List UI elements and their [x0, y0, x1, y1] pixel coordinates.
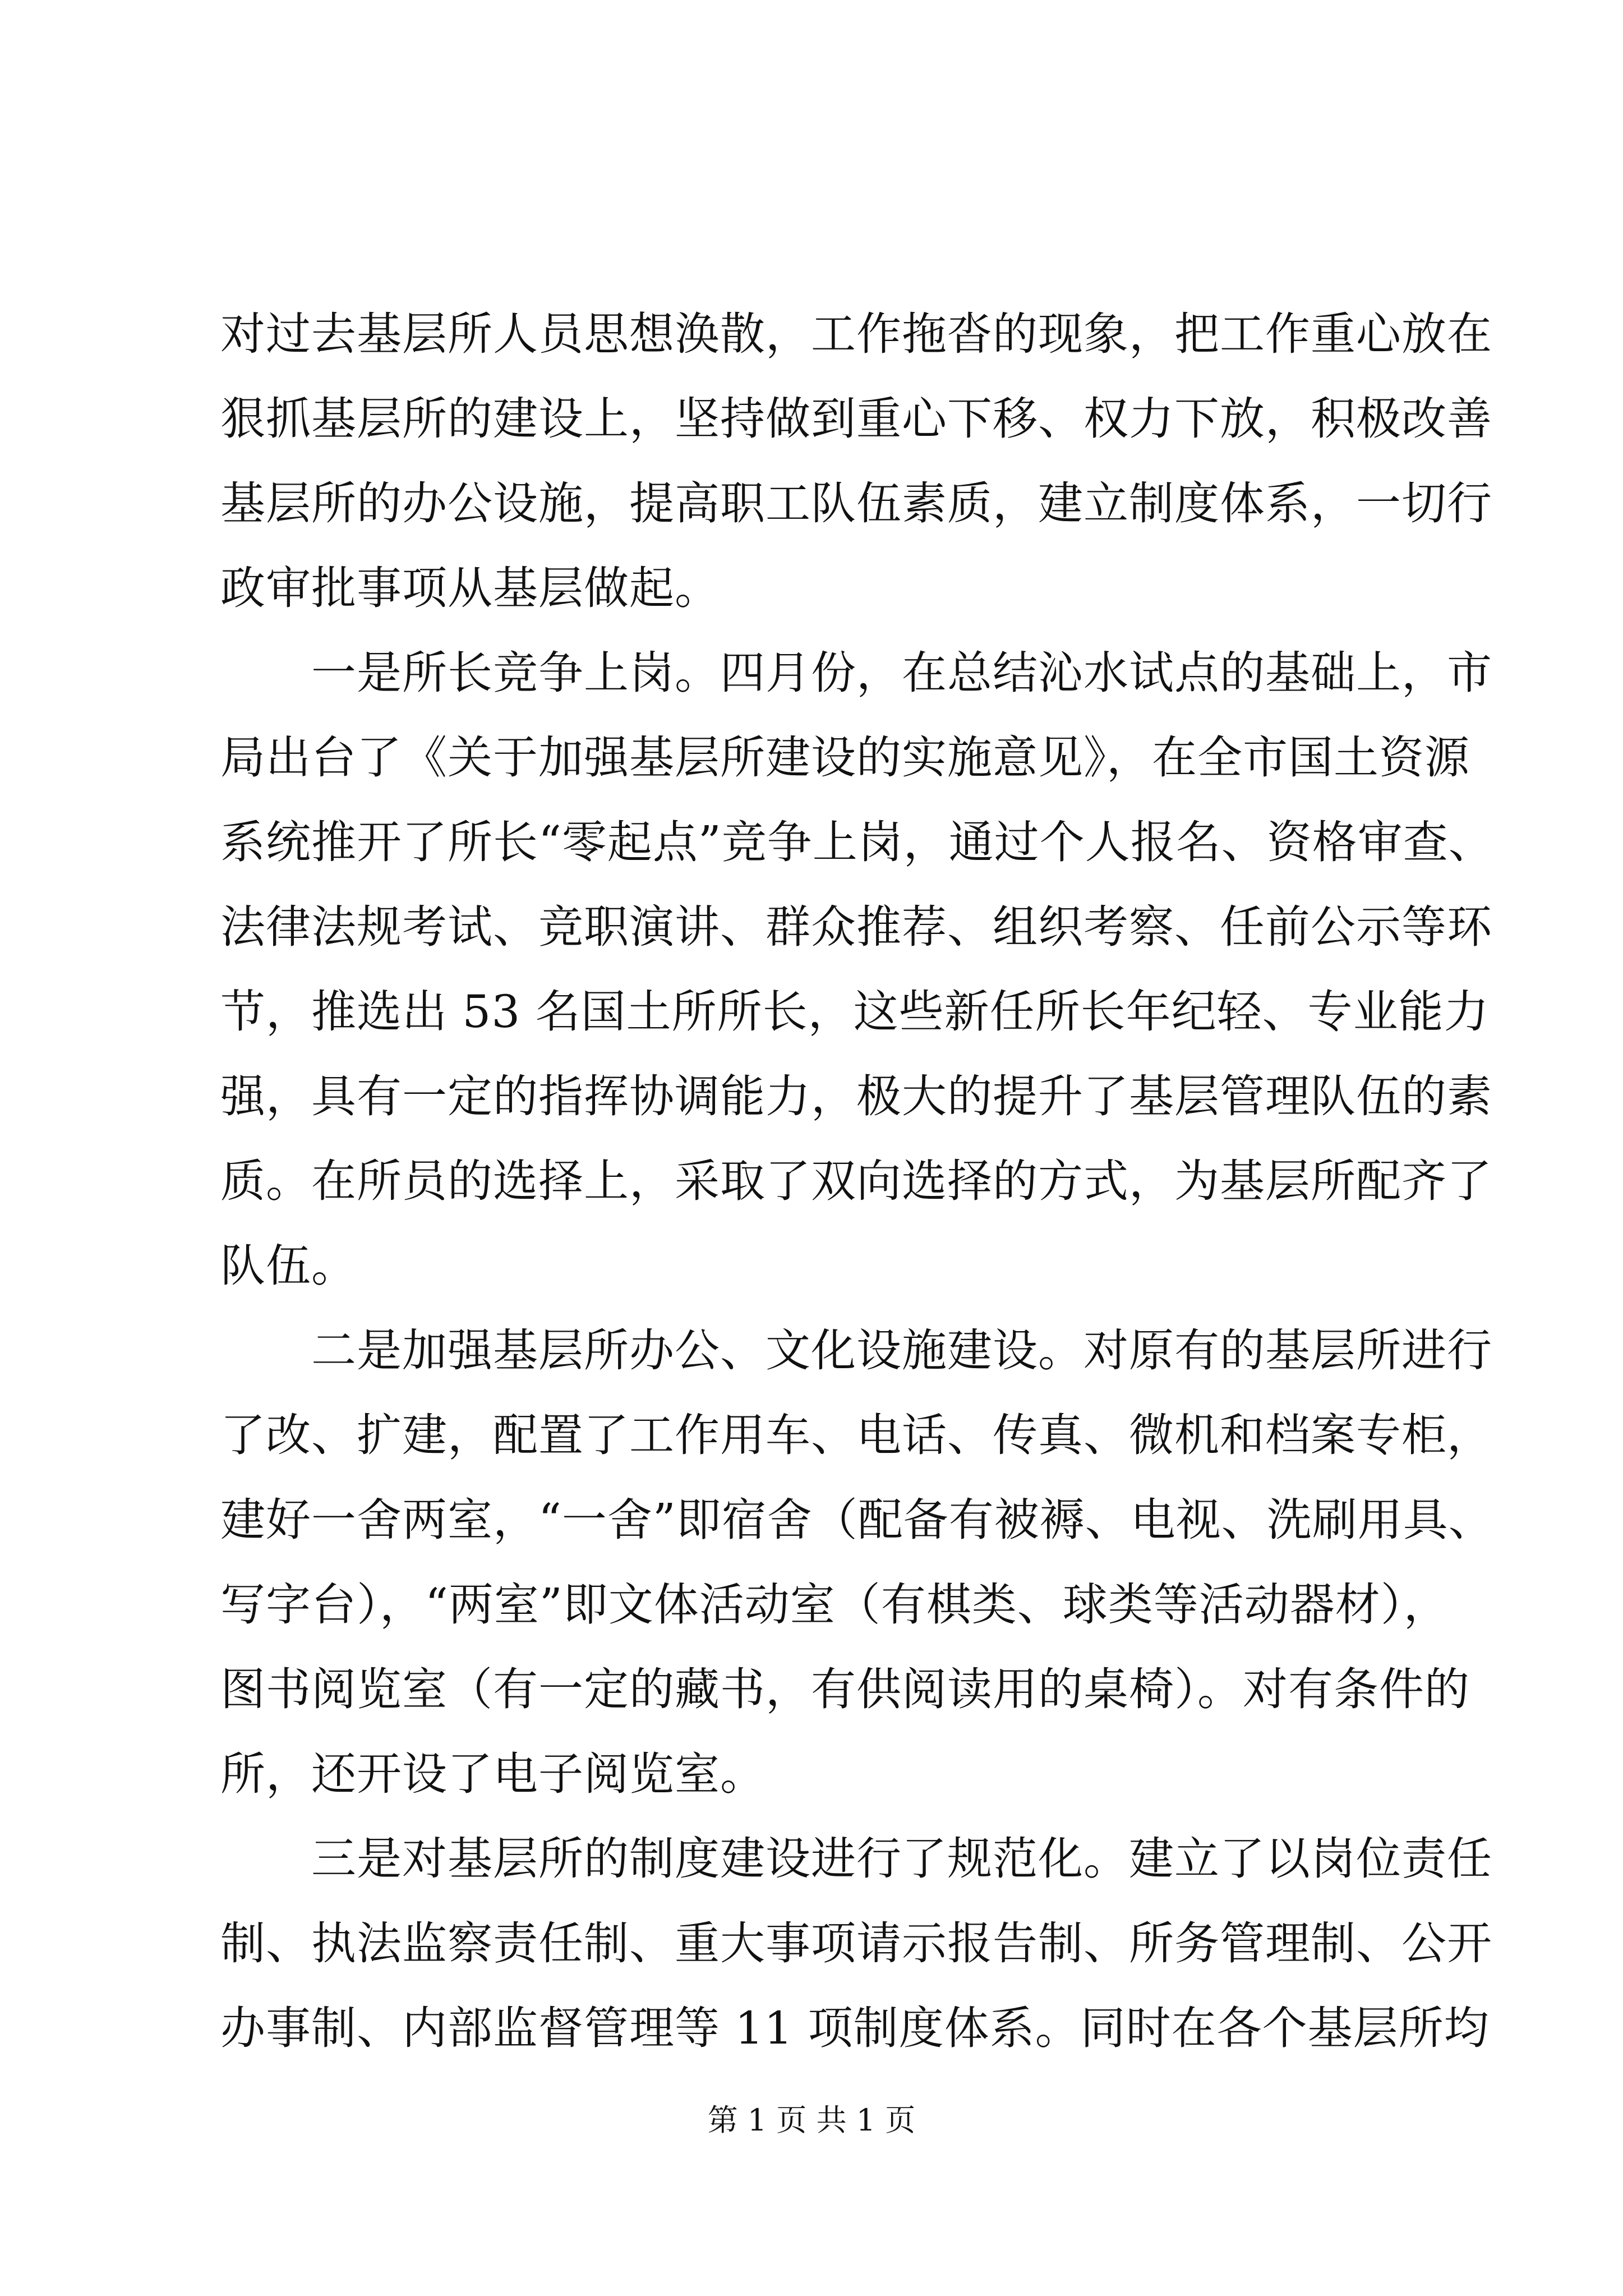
document-body: [220, 292, 1494, 2070]
text-line: 了改、扩建，配置了工作用车、电话、传真、微机和档案专柜，: [220, 1409, 1492, 1461]
text-line: 对过去基层所人员思想涣散，工作拖沓的现象，把工作重心放在: [220, 308, 1492, 360]
text-line: 系统推开了所长“零起点”竞争上岗，通过个人报名、资格审查、: [220, 816, 1494, 868]
paragraph-first-line: 三是对基层所的制度建设进行了规范化。建立了以岗位责任: [311, 1833, 1492, 1885]
text-line: 队伍。: [220, 1240, 357, 1292]
paragraph-first-line: 一是所长竞争上岗。四月份，在总结沁水试点的基础上，市: [311, 647, 1492, 699]
text-line: 政审批事项从基层做起。: [220, 562, 720, 614]
text-line: 狠抓基层所的建设上，坚持做到重心下移、权力下放，积极改善: [220, 393, 1492, 445]
page-footer: 第 1 页 共 1 页: [707, 2102, 916, 2138]
text-line: 制、执法监察责任制、重大事项请示报告制、所务管理制、公开: [220, 1917, 1492, 1970]
text-line: 法律法规考试、竞职演讲、群众推荐、组织考察、任前公示等环: [220, 901, 1492, 953]
paragraph-first-line: 二是加强基层所办公、文化设施建设。对原有的基层所进行: [311, 1324, 1492, 1377]
text-line: 局出台了《关于加强基层所建设的实施意见》，在全市国土资源: [220, 731, 1470, 784]
text-line: 节，推选出 53 名国土所所长，这些新任所长年纪轻、专业能力: [220, 986, 1490, 1038]
text-line: 办事制、内部监督管理等 11 项制度体系。同时在各个基层所均: [220, 2002, 1490, 2054]
text-line: 基层所的办公设施，提高职工队伍素质，建立制度体系，一切行: [220, 477, 1492, 530]
text-line: 所，还开设了电子阅览室。: [220, 1748, 766, 1800]
text-line: 建好一舍两室，“一舍”即宿舍（配备有被褥、电视、洗刷用具、: [220, 1494, 1494, 1546]
text-line: 图书阅览室（有一定的藏书，有供阅读用的桌椅）。对有条件的: [220, 1663, 1470, 1715]
text-line: 强，具有一定的指挥协调能力，极大的提升了基层管理队伍的素: [220, 1070, 1492, 1122]
text-line: 质。在所员的选择上，采取了双向选择的方式，为基层所配齐了: [220, 1155, 1492, 1207]
text-line: 写字台），“两室”即文体活动室（有棋类、球类等活动器材），: [220, 1579, 1449, 1631]
